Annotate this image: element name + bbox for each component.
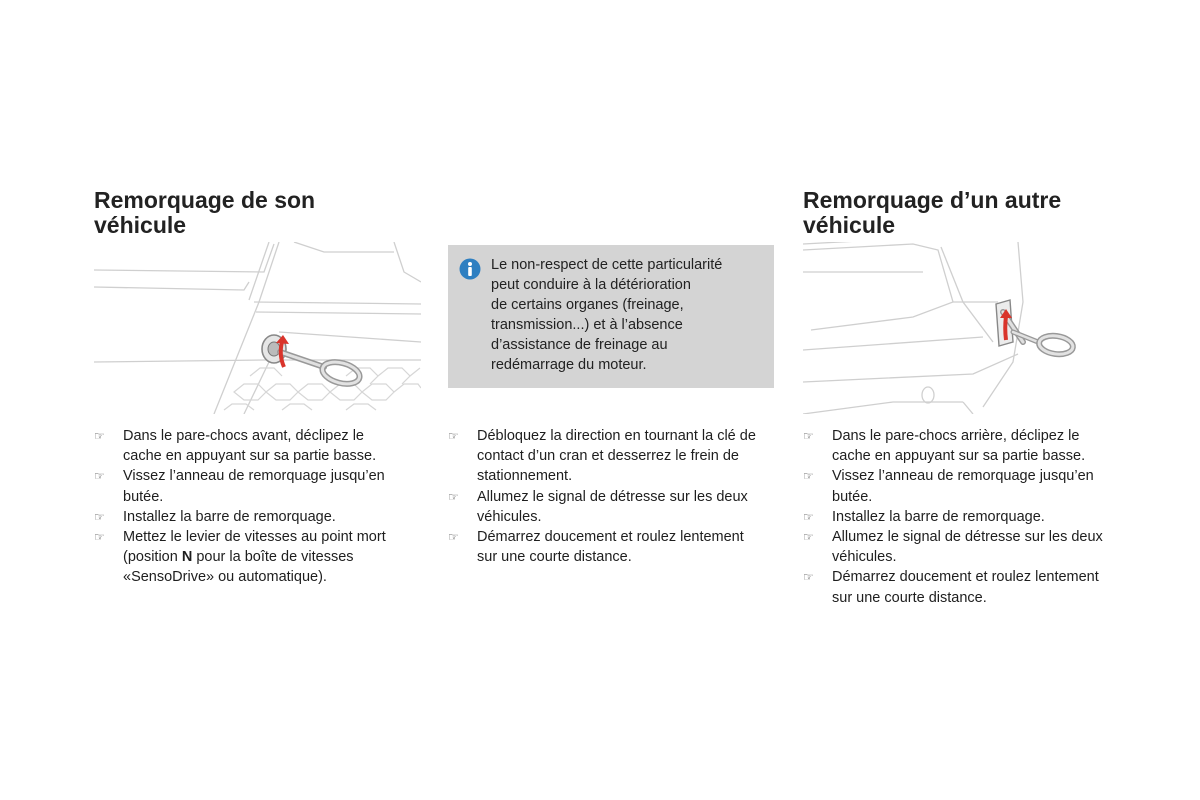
pointing-hand-icon: ☞ <box>94 509 105 524</box>
list-item: ☞ Installez la barre de remorquage. <box>803 508 1045 525</box>
list-item: ☞ Débloquez la direction en tournant la clé de contact d’un cran et desserrez le frein de stationnement. <box>448 428 756 485</box>
note-line: redémarrage du moteur. <box>491 357 647 373</box>
list-item: ☞ Vissez l’anneau de remorquage jusqu’en butée. <box>94 468 385 505</box>
note-line: d’assistance de freinage au <box>491 337 668 353</box>
pointing-hand-icon: ☞ <box>448 489 459 504</box>
pointing-hand-icon: ☞ <box>94 429 105 443</box>
list-item: ☞ Dans le pare-chocs arrière, déclipez le cache en appuyant sur sa partie basse. <box>803 428 1086 465</box>
front-towing-steps <box>94 426 424 588</box>
section-title-rear: Remorquage d’un autre véhicule <box>803 187 1062 238</box>
front-bumper-towing-eye-illustration <box>94 242 421 414</box>
pointing-hand-icon: ☞ <box>448 530 459 545</box>
warning-note <box>448 245 774 388</box>
note-line: peut conduire à la détérioration <box>491 277 691 293</box>
note-line: transmission...) et à l’absence <box>491 317 683 333</box>
list-item: ☞ Démarrez doucement et roulez lentement sur une courte distance. <box>803 569 1099 606</box>
note-line: Le non-respect de cette particularité <box>491 257 723 273</box>
list-item: ☞ Dans le pare-chocs avant, déclipez le cache en appuyant sur sa partie basse. <box>94 428 377 465</box>
pointing-hand-icon: ☞ <box>448 429 459 443</box>
pointing-hand-icon: ☞ <box>803 429 814 443</box>
rear-towing-steps <box>803 426 1133 608</box>
pointing-hand-icon: ☞ <box>94 469 105 484</box>
info-icon <box>459 258 481 280</box>
section-title-front: Remorquage de son véhicule <box>94 187 316 238</box>
list-item: ☞ Vissez l’anneau de remorquage jusqu’en butée. <box>803 468 1094 505</box>
list-item: ☞ Démarrez doucement et roulez lentement sur une courte distance. <box>448 529 744 566</box>
note-text <box>491 255 758 375</box>
section-other-vehicle-towing <box>803 188 1133 414</box>
towing-procedure-steps <box>448 426 778 567</box>
note-line: de certains organes (freinage, <box>491 297 684 313</box>
list-item: ☞ Mettez le levier de vitesses au point mort (position N pour la boîte de vitesses «SensoDrive» ou automatique). <box>94 527 424 588</box>
list-item: ☞ Allumez le signal de détresse sur les deux véhicules. <box>803 529 1103 566</box>
pointing-hand-icon: ☞ <box>803 530 814 545</box>
section-front-towing <box>94 188 424 414</box>
list-item: ☞ Installez la barre de remorquage. <box>94 508 336 525</box>
pointing-hand-icon: ☞ <box>803 469 814 484</box>
gear-position-line: (position N pour la boîte de vitesses <box>123 549 354 566</box>
neutral-position-label: N <box>181 549 193 566</box>
list-item: ☞ Allumez le signal de détresse sur les deux véhicules. <box>448 488 748 525</box>
pointing-hand-icon: ☞ <box>803 570 814 585</box>
rear-bumper-towing-eye-illustration <box>803 242 1130 414</box>
pointing-hand-icon: ☞ <box>94 530 105 545</box>
pointing-hand-icon: ☞ <box>803 509 814 524</box>
